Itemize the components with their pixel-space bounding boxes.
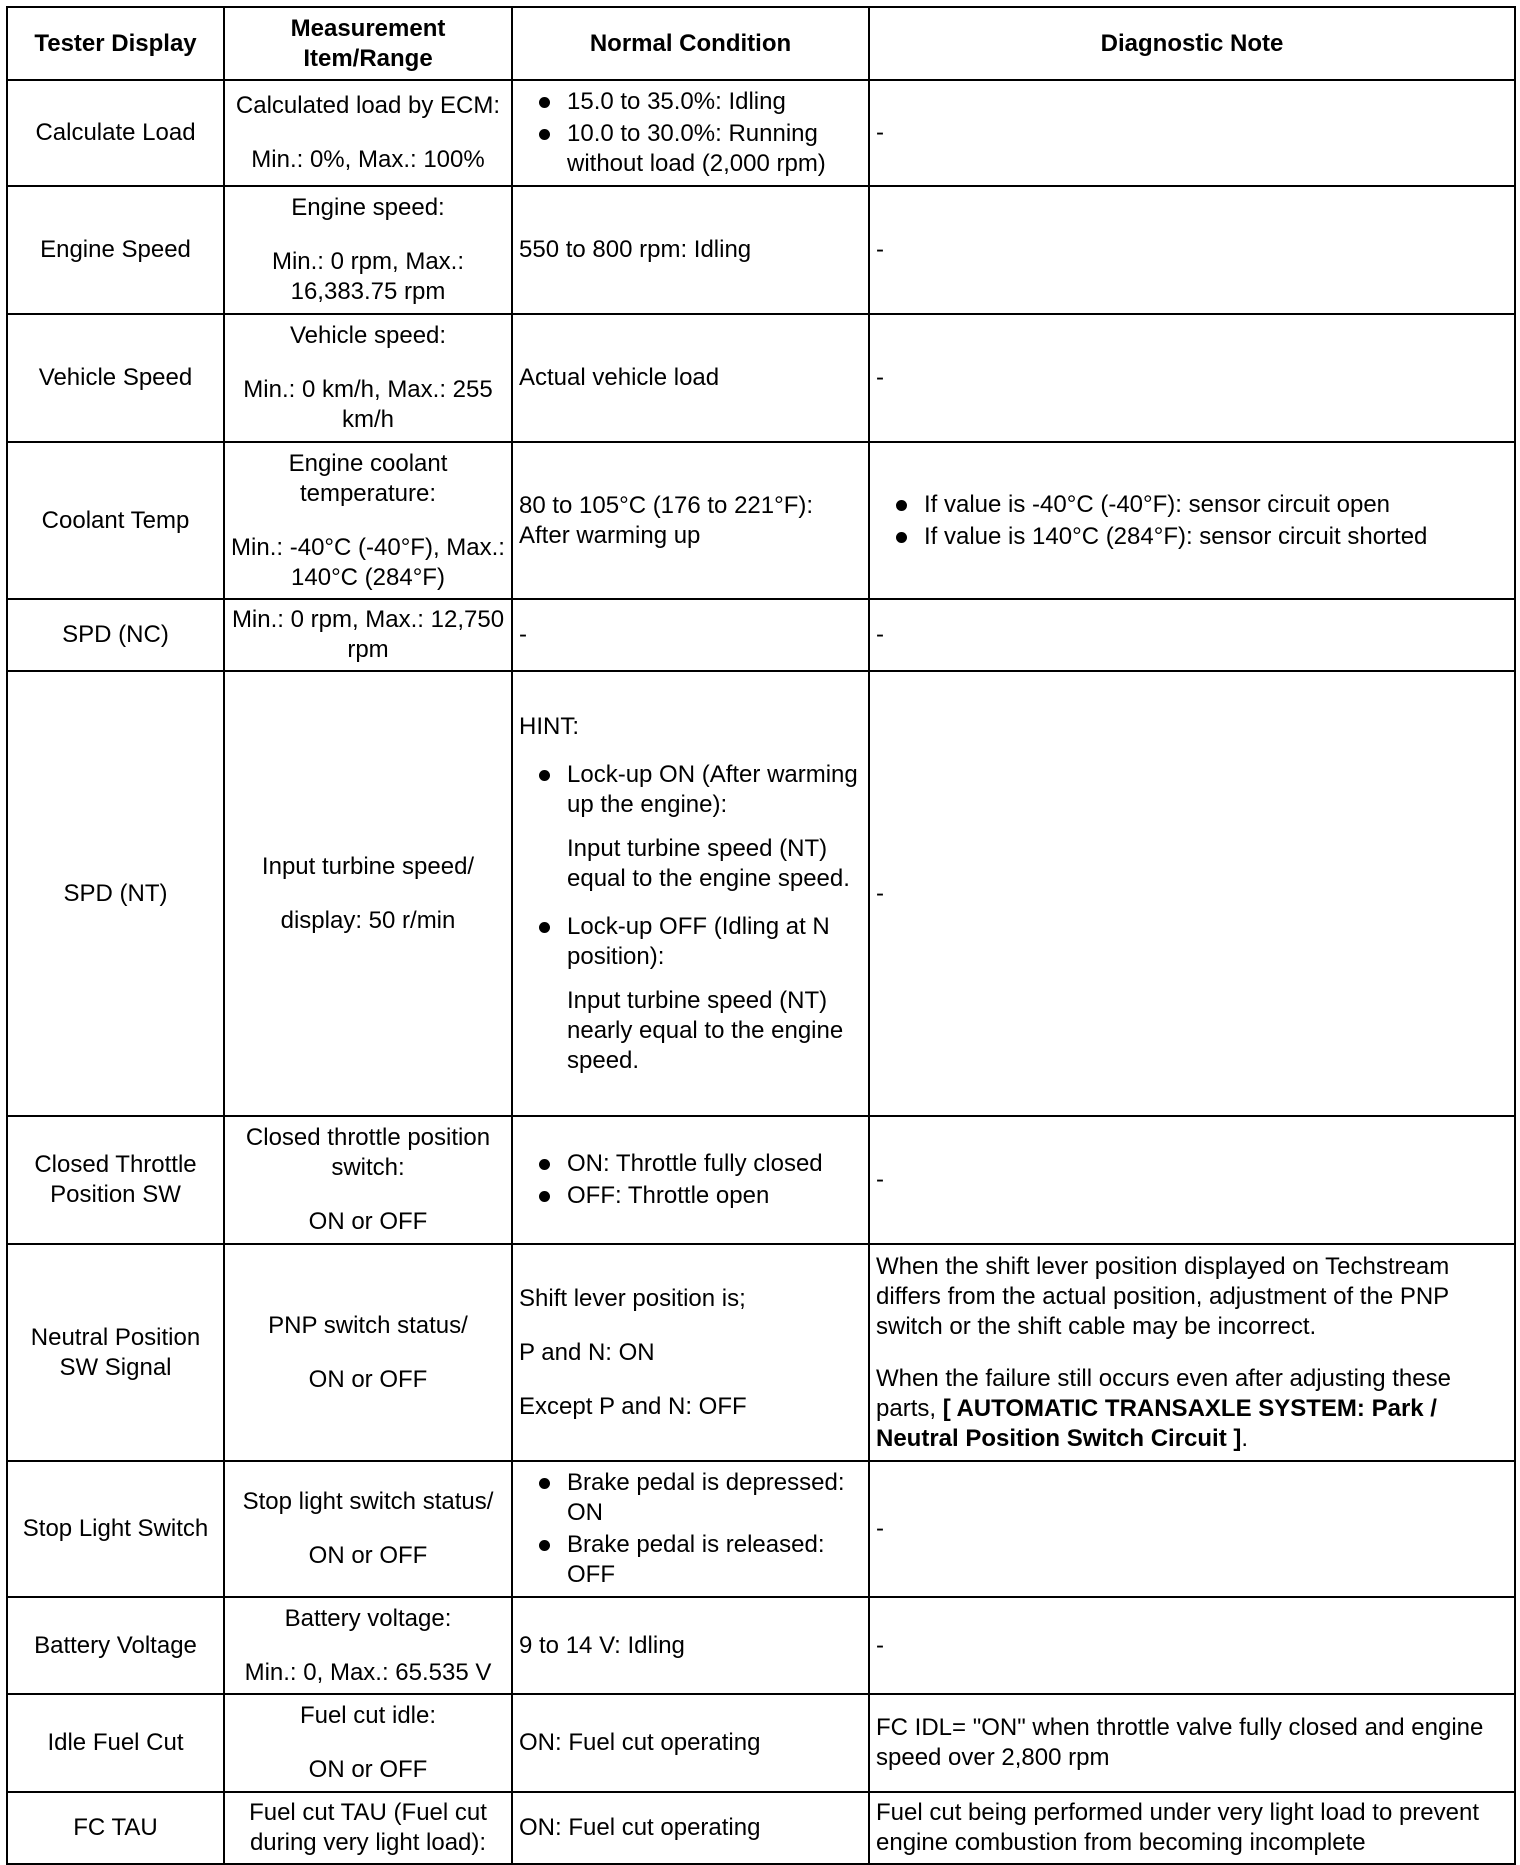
diagnostic-note-cell: -: [869, 1597, 1515, 1694]
normal-line: P and N: ON: [519, 1338, 655, 1366]
range-line: display: 50 r/min: [280, 906, 456, 934]
measurement-range-cell: [224, 80, 512, 186]
table-row: [7, 1597, 1515, 1694]
list-item: If value is 140°C (284°F): sensor circuit shorted: [876, 522, 1508, 552]
table-row: [7, 599, 1515, 671]
normal-condition-cell: Actual vehicle load: [512, 314, 869, 442]
tester-display-cell: SPD (NT): [7, 671, 224, 1116]
list-item: Brake pedal is depressed: ON: [519, 1468, 862, 1528]
list-item: [519, 912, 862, 972]
diagnostic-note-cell: -: [869, 186, 1515, 314]
range-line: Min.: 0 km/h, Max.: 255 km/h: [243, 376, 493, 433]
measurement-range-cell: [224, 1694, 512, 1792]
tester-display-cell: Neutral Position SW Signal: [7, 1244, 224, 1461]
measurement-range-cell: [224, 671, 512, 1116]
header-normal-condition: Normal Condition: [512, 7, 869, 80]
measurement-range-cell: [224, 314, 512, 442]
note-paragraph: [876, 1364, 1508, 1454]
table-header-row: [7, 7, 1515, 80]
note-text: When the failure still occurs even after adjusting these parts,: [876, 1364, 1451, 1422]
range-line: ON or OFF: [308, 1208, 428, 1235]
table-row: [7, 442, 1515, 599]
hint-sub-text: Input turbine speed (NT) equal to the engine speed.: [567, 834, 850, 892]
header-tester-display: Tester Display: [7, 7, 224, 80]
table-row: [7, 1792, 1515, 1864]
table-row: [7, 1694, 1515, 1792]
range-line: Fuel cut idle:: [299, 1702, 437, 1729]
normal-condition-cell: [512, 1244, 869, 1461]
measurement-range-cell: [224, 1597, 512, 1694]
note-text-end: .: [1241, 1424, 1249, 1452]
range-line: Calculated load by ECM:: [235, 92, 501, 119]
normal-condition-cell: 80 to 105°C (176 to 221°F): After warming up: [512, 442, 869, 599]
table-row: [7, 671, 1515, 1116]
diagnostic-note-cell: Fuel cut being performed under very light load to prevent engine combustion from becoming incomplete: [869, 1792, 1515, 1864]
tester-display-cell: Coolant Temp: [7, 442, 224, 599]
diagnostic-note-cell: -: [869, 80, 1515, 186]
range-line: Min.: -40°C (-40°F), Max.: 140°C (284°F): [231, 533, 505, 591]
note-paragraph: When the shift lever position displayed on Techstream differs from the actual position, adjustment of the PNP switch or the shift cable may be incorrect.: [876, 1252, 1450, 1340]
range-line: Min.: 0 rpm, Max.: 16,383.75 rpm: [271, 248, 465, 305]
diagnostic-note-cell: FC IDL= "ON" when throttle valve fully closed and engine speed over 2,800 rpm: [869, 1694, 1515, 1792]
header-diagnostic-note: Diagnostic Note: [869, 7, 1515, 80]
range-line: Input turbine speed/: [261, 852, 475, 880]
table-row: [7, 314, 1515, 442]
hint-bullet-text: Lock-up OFF (Idling at N position):: [567, 912, 830, 970]
list-item: [519, 760, 862, 820]
range-line: ON or OFF: [308, 1365, 428, 1393]
diagnostic-note-cell: [869, 442, 1515, 599]
range-line: PNP switch status/: [268, 1311, 468, 1339]
range-line: Min.: 0%, Max.: 100%: [251, 146, 485, 173]
diagnostic-note-cell: -: [869, 599, 1515, 671]
table-row: [7, 1116, 1515, 1244]
tester-display-cell: Calculate Load: [7, 80, 224, 186]
tester-display-cell: FC TAU: [7, 1792, 224, 1864]
diagnostic-note-cell: [869, 1244, 1515, 1461]
range-line: Engine coolant temperature:: [288, 449, 448, 507]
normal-condition-cell: [512, 671, 869, 1116]
tester-display-cell: Vehicle Speed: [7, 314, 224, 442]
normal-condition-cell: ON: Fuel cut operating: [512, 1694, 869, 1792]
tester-display-cell: SPD (NC): [7, 599, 224, 671]
measurement-range-cell: Fuel cut TAU (Fuel cut during very light load):: [224, 1792, 512, 1864]
normal-condition-cell: [512, 1461, 869, 1597]
list-item: ON: Throttle fully closed: [519, 1149, 862, 1179]
normal-condition-cell: 550 to 800 rpm: Idling: [512, 186, 869, 314]
table-row: [7, 186, 1515, 314]
range-line: ON or OFF: [308, 1542, 428, 1569]
diagnostic-note-cell: -: [869, 314, 1515, 442]
table-row: [7, 1461, 1515, 1597]
tester-display-cell: Closed Throttle Position SW: [7, 1116, 224, 1244]
measurement-range-cell: Min.: 0 rpm, Max.: 12,750 rpm: [224, 599, 512, 671]
normal-condition-cell: ON: Fuel cut operating: [512, 1792, 869, 1864]
normal-line: Shift lever position is;: [519, 1284, 746, 1312]
transaxle-circuit-reference-link[interactable]: [ AUTOMATIC TRANSAXLE SYSTEM: Park / Neutral Position Switch Circuit ]: [876, 1394, 1437, 1452]
range-line: Stop light switch status/: [242, 1488, 494, 1515]
table-row: [7, 80, 1515, 186]
tester-display-cell: Engine Speed: [7, 186, 224, 314]
diagnostic-note-cell: -: [869, 1461, 1515, 1597]
measurement-range-cell: [224, 1116, 512, 1244]
tester-display-cell: Idle Fuel Cut: [7, 1694, 224, 1792]
tester-display-cell: Battery Voltage: [7, 1597, 224, 1694]
hint-sub-text: Input turbine speed (NT) nearly equal to the engine speed.: [567, 986, 844, 1074]
tester-display-cell: Stop Light Switch: [7, 1461, 224, 1597]
diagnostic-note-cell: -: [869, 1116, 1515, 1244]
list-item: If value is -40°C (-40°F): sensor circuit open: [876, 490, 1508, 520]
normal-condition-cell: -: [512, 599, 869, 671]
hint-label: HINT:: [519, 712, 579, 740]
hint-bullet-text: Lock-up ON (After warming up the engine):: [567, 760, 858, 818]
list-item: 10.0 to 30.0%: Running without load (2,000 rpm): [519, 119, 862, 179]
list-item: OFF: Throttle open: [519, 1181, 862, 1211]
normal-condition-cell: 9 to 14 V: Idling: [512, 1597, 869, 1694]
range-line: Engine speed:: [291, 194, 445, 221]
range-line: Vehicle speed:: [289, 322, 447, 349]
header-measurement-item: Measurement Item/Range: [224, 7, 512, 80]
measurement-range-cell: [224, 1461, 512, 1597]
range-line: Closed throttle position switch:: [245, 1124, 491, 1181]
list-item: Brake pedal is released: OFF: [519, 1530, 862, 1590]
table-row: [7, 1244, 1515, 1461]
range-line: Min.: 0, Max.: 65.535 V: [244, 1658, 492, 1686]
measurement-range-cell: [224, 442, 512, 599]
normal-condition-cell: [512, 80, 869, 186]
range-line: Battery voltage:: [284, 1604, 452, 1632]
diagnostic-note-cell: -: [869, 671, 1515, 1116]
list-item: 15.0 to 35.0%: Idling: [519, 87, 862, 117]
data-list-table: [6, 6, 1516, 1865]
measurement-range-cell: [224, 1244, 512, 1461]
normal-condition-cell: [512, 1116, 869, 1244]
normal-line: Except P and N: OFF: [519, 1392, 747, 1420]
measurement-range-cell: [224, 186, 512, 314]
range-line: ON or OFF: [308, 1756, 428, 1783]
